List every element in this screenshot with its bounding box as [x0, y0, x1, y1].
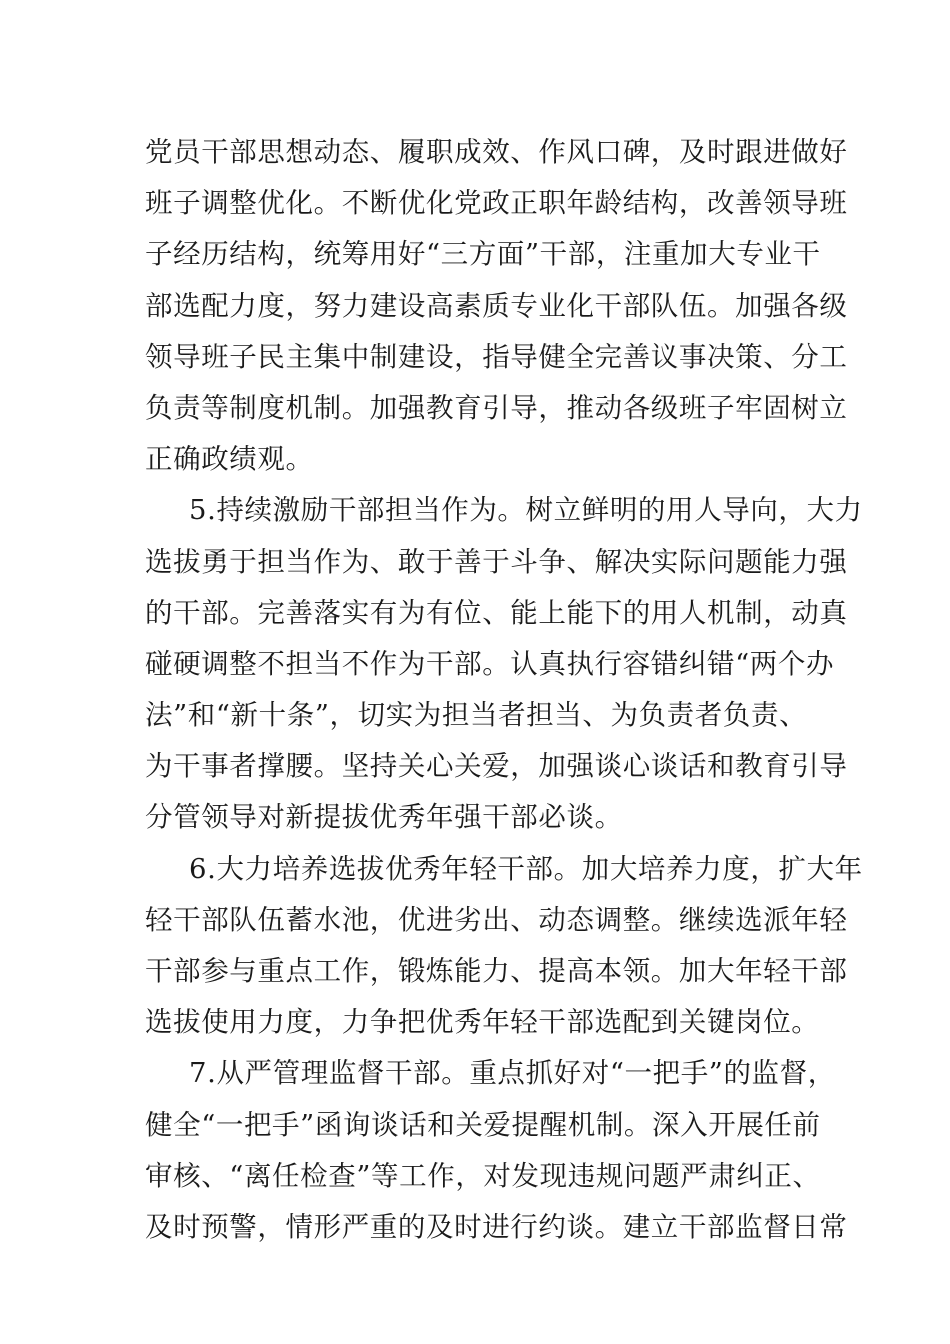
- paragraph-7-first-line: 7.从严管理监督干部。重点抓好对“一把手”的监督，: [189, 1057, 836, 1090]
- text-line: 正确政绩观。: [145, 443, 314, 476]
- text-line: 审核、“离任检查”等工作，对发现违规问题严肃纠正、: [145, 1159, 821, 1192]
- text-line: 轻干部队伍蓄水池，优进劣出、动态调整。继续选派年轻: [145, 903, 848, 936]
- text-line: 的干部。完善落实有为有位、能上能下的用人机制，动真: [145, 596, 848, 629]
- text-line: 为干事者撑腰。坚持关心关爱，加强谈心谈话和教育引导: [145, 750, 848, 783]
- text-line: 负责等制度机制。加强教育引导，推动各级班子牢固树立: [145, 391, 848, 424]
- text-line: 碰硬调整不担当不作为干部。认真执行容错纠错“两个办: [145, 647, 835, 680]
- text-line: 班子调整优化。不断优化党政正职年龄结构，改善领导班: [145, 187, 848, 220]
- text-line: 分管领导对新提拔优秀年强干部必谈。: [145, 801, 623, 834]
- paragraph-5-first-line: 5.持续激励干部担当作为。树立鲜明的用人导向，大力: [189, 494, 863, 527]
- text-line: 法”和“新十条”，切实为担当者担当、为负责者负责、: [145, 699, 808, 732]
- text-line: 部选配力度，努力建设高素质专业化干部队伍。加强各级: [145, 289, 848, 322]
- text-line: 选拔勇于担当作为、敢于善于斗争、解决实际问题能力强: [145, 545, 848, 578]
- paragraph-6-first-line: 6.大力培养选拔优秀年轻干部。加大培养力度，扩大年: [189, 852, 863, 885]
- text-line: 党员干部思想动态、履职成效、作风口碑，及时跟进做好: [145, 136, 848, 168]
- text-line: 干部参与重点工作，锻炼能力、提高本领。加大年轻干部: [145, 955, 848, 987]
- text-line: 及时预警，情形严重的及时进行约谈。建立干部监督日常: [145, 1210, 848, 1243]
- body-text: [145, 127, 863, 1253]
- text-line: 健全“一把手”函询谈话和关爱提醒机制。深入开展任前: [145, 1108, 821, 1141]
- text-line: 领导班子民主集中制建设，指导健全完善议事决策、分工: [145, 340, 848, 373]
- text-line: 子经历结构，统筹用好“三方面”干部，注重加大专业干: [145, 238, 821, 271]
- text-line: 选拔使用力度，力争把优秀年轻干部选配到关键岗位。: [145, 1006, 820, 1039]
